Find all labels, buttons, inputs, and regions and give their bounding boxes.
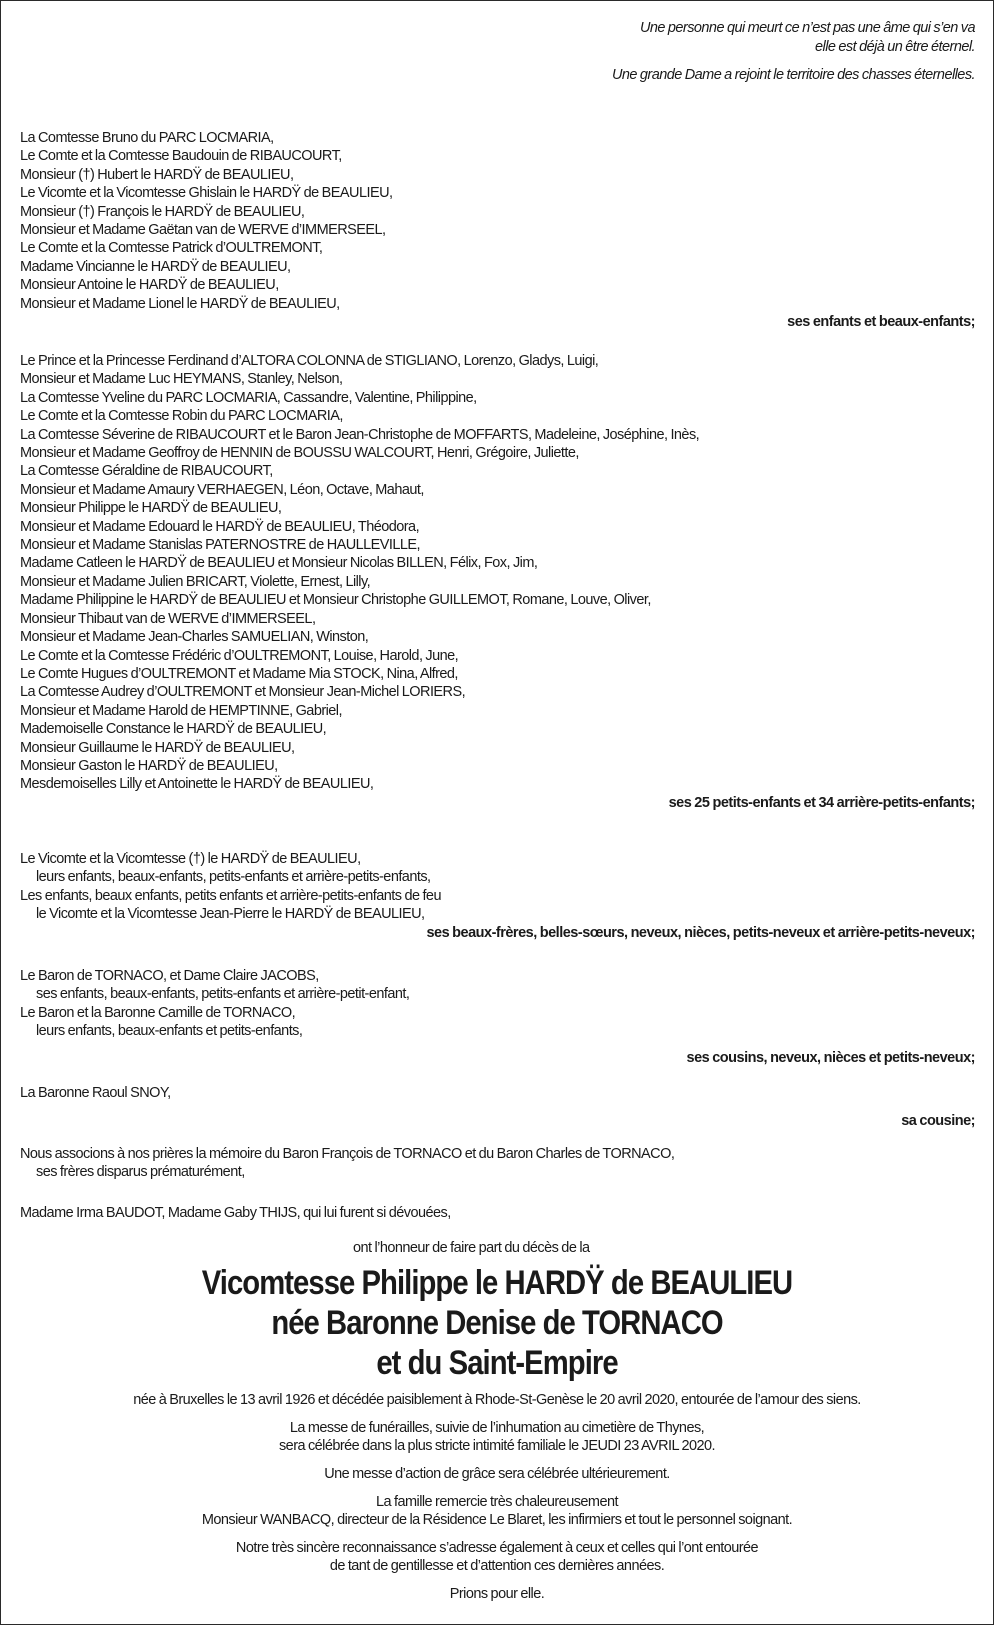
prayer: Prions pour elle. [449, 1586, 545, 1602]
deceased-name-line-1: Vicomtesse Philippe le HARDŸ de BEAULIEU [201, 1264, 793, 1302]
name-line: Monsieur Thibaut van de WERVE d’IMMERSEEL, [20, 610, 316, 627]
name-line: Madame Catleen le HARDŸ de BEAULIEU et Monsieur Nicolas BILLEN, Félix, Fox, Jim, [20, 555, 538, 572]
details [1, 1391, 993, 1613]
children-section [20, 129, 975, 331]
name-line: Monsieur et Madame Lionel le HARDŸ de BEAULIEU, [20, 295, 340, 312]
name-line: Monsieur (†) Hubert le HARDŸ de BEAULIEU, [20, 166, 294, 183]
name-line: Monsieur Antoine le HARDŸ de BEAULIEU, [20, 277, 279, 294]
cousine-tag: sa cousine; [901, 1113, 975, 1130]
thanks-line-2: Monsieur WANBACQ, directeur de la Résidence Le Blaret, les infirmiers et tout le personnel soignant. [201, 1512, 793, 1528]
announcement: ont l’honneur de faire part du décès de la [353, 1240, 590, 1256]
in-laws-tag: ses beaux-frères, belles-sœurs, neveux, nièces, petits-neveux et arrière-petits-neveux; [426, 924, 975, 941]
name-line: La Comtesse Audrey d’OULTREMONT et Monsieur Jean-Michel LORIERS, [20, 684, 466, 701]
epigraph-quote-line-1: Une personne qui meurt ce n’est pas une âme qui s’en va [639, 20, 975, 36]
name-line: Le Prince et la Princesse Ferdinand d’ALTORA COLONNA de STIGLIANO, Lorenzo, Gladys, Luigi, [20, 353, 599, 369]
name-line: Monsieur Guillaume le HARDŸ de BEAULIEU, [20, 739, 295, 756]
gratitude-line-1: Notre très sincère reconnaissance s’adresse également à ceux et celles qui l’ont entourée [235, 1540, 759, 1556]
in-laws-section [20, 850, 975, 942]
name-line: Monsieur et Madame Luc HEYMANS, Stanley, Nelson, [20, 371, 343, 388]
grandchildren-tag: ses 25 petits-enfants et 34 arrière-petits-enfants; [668, 794, 975, 811]
name-line: Monsieur et Madame Jean-Charles SAMUELIAN, Winston, [20, 629, 369, 646]
thanks [1, 1493, 993, 1529]
name-line: Monsieur et Madame Geoffroy de HENNIN de BOUSSU WALCOURT, Henri, Grégoire, Juliette, [20, 445, 579, 462]
cousins-line: ses enfants, beaux-enfants, petits-enfants et arrière-petit-enfant, [36, 986, 410, 1003]
epigraph [612, 19, 975, 95]
birth-death: née à Bruxelles le 13 avril 1926 et décédée paisiblement à Rhode-St-Genèse le 20 avril 2020, entourée de l’amour des siens. [133, 1392, 861, 1408]
name-line: Monsieur et Madame Julien BRICART, Violette, Ernest, Lilly, [20, 573, 371, 590]
name-line: La Comtesse Séverine de RIBAUCOURT et le Baron Jean-Christophe de MOFFARTS, Madeleine, Joséphine, Inès, [20, 426, 700, 443]
cousine-section [20, 1084, 975, 1131]
name-line: Mademoiselle Constance le HARDŸ de BEAULIEU, [20, 721, 327, 738]
name-line: Madame Vincianne le HARDŸ de BEAULIEU, [20, 258, 291, 275]
name-line: La Comtesse Géraldine de RIBAUCOURT, [20, 463, 273, 480]
name-line: Madame Philippine le HARDŸ de BEAULIEU et Monsieur Christophe GUILLEMOT, Romane, Louve, Oliver, [20, 592, 651, 609]
name-line: Monsieur et Madame Harold de HEMPTINNE, Gabriel, [20, 702, 342, 719]
grandchildren-list [20, 352, 975, 794]
in-laws-line: Le Vicomte et la Vicomtesse (†) le HARDŸ de BEAULIEU, [20, 851, 361, 867]
name-line: Monsieur et Madame Gaëtan van de WERVE d’IMMERSEEL, [20, 222, 386, 239]
name-line: Le Comte et la Comtesse Robin du PARC LOCMARIA, [20, 408, 343, 425]
in-laws-line: leurs enfants, beaux-enfants, petits-enfants et arrière-petits-enfants, [36, 869, 431, 886]
in-laws-line: Les enfants, beaux enfants, petits enfants et arrière-petits-enfants de feu [20, 887, 441, 904]
name-line: La Comtesse Bruno du PARC LOCMARIA, [20, 130, 274, 146]
name-line: Mesdemoiselles Lilly et Antoinette le HARDŸ de BEAULIEU, [20, 776, 374, 793]
deceased-name-line-3: et du Saint-Empire [376, 1344, 618, 1382]
name-line: Monsieur Gaston le HARDŸ de BEAULIEU, [20, 757, 278, 774]
epigraph-line-3: Une grande Dame a rejoint le territoire des chasses éternelles. [611, 67, 975, 83]
cousine-line: La Baronne Raoul SNOY, [20, 1085, 171, 1101]
funeral-line-2: sera célébrée dans la plus stricte intimité familiale le JEUDI 23 AVRIL 2020. [278, 1438, 716, 1454]
children-list [20, 129, 975, 313]
name-line: La Comtesse Yveline du PARC LOCMARIA, Cassandre, Valentine, Philippine, [20, 389, 477, 406]
cousins-tag: ses cousins, neveux, nièces et petits-neveux; [686, 1049, 975, 1066]
name-line: Monsieur et Madame Stanislas PATERNOSTRE de HAULLEVILLE, [20, 537, 421, 554]
helpers-line: Madame Irma BAUDOT, Madame Gaby THIJS, qui lui furent si dévouées, [20, 1205, 451, 1221]
name-line: Le Vicomte et la Vicomtesse Ghislain le HARDŸ de BEAULIEU, [20, 185, 393, 202]
in-laws-line: le Vicomte et la Vicomtesse Jean-Pierre le HARDŸ de BEAULIEU, [36, 906, 425, 923]
name-line: Le Comte et la Comtesse Baudouin de RIBAUCOURT, [20, 148, 342, 165]
funeral-line-1: La messe de funérailles, suivie de l’inhumation au cimetière de Thynes, [289, 1420, 705, 1436]
memory-line: Nous associons à nos prières la mémoire du Baron François de TORNACO et du Baron Charles de TORNACO, [20, 1146, 675, 1162]
cousins-line: Le Baron et la Baronne Camille de TORNACO, [20, 1004, 296, 1021]
name-line: Monsieur et Madame Amaury VERHAEGEN, Léon, Octave, Mahaut, [20, 481, 424, 498]
cousins-section [20, 967, 975, 1067]
memory-line: ses frères disparus prématurément, [36, 1164, 245, 1181]
epigraph-quote [612, 19, 975, 56]
gratitude-line-2: de tant de gentillesse et d’attention ces dernières années. [329, 1558, 665, 1574]
memory-section [20, 1145, 975, 1182]
helpers-section [20, 1204, 975, 1222]
epigraph-quote-line-2: elle est déjà un être éternel. [815, 38, 975, 55]
children-tag: ses enfants et beaux-enfants; [787, 314, 975, 331]
name-line: Le Comte Hugues d’OULTREMONT et Madame Mia STOCK, Nina, Alfred, [20, 665, 458, 682]
funeral-info [1, 1419, 993, 1455]
cousins-line: Le Baron de TORNACO, et Dame Claire JACOBS, [20, 968, 319, 984]
name-line: Monsieur (†) François le HARDŸ de BEAULIEU, [20, 203, 305, 220]
deceased-name [70, 1263, 923, 1383]
name-line: Le Comte et la Comtesse Frédéric d’OULTREMONT, Louise, Harold, June, [20, 647, 459, 664]
name-line: Le Comte et la Comtesse Patrick d’OULTREMONT, [20, 240, 323, 257]
name-line: Monsieur Philippe le HARDŸ de BEAULIEU, [20, 500, 282, 517]
gratitude [1, 1539, 993, 1575]
thanks-line-1: La famille remercie très chaleureusement [376, 1494, 618, 1510]
cousins-line: leurs enfants, beaux-enfants et petits-enfants, [36, 1023, 303, 1040]
deceased-name-line-2: née Baronne Denise de TORNACO [271, 1304, 723, 1342]
name-line: Monsieur et Madame Edouard le HARDŸ de BEAULIEU, Théodora, [20, 518, 420, 535]
thanksgiving-mass: Une messe d’action de grâce sera célébrée ultérieurement. [324, 1466, 670, 1482]
grandchildren-section [20, 352, 975, 812]
